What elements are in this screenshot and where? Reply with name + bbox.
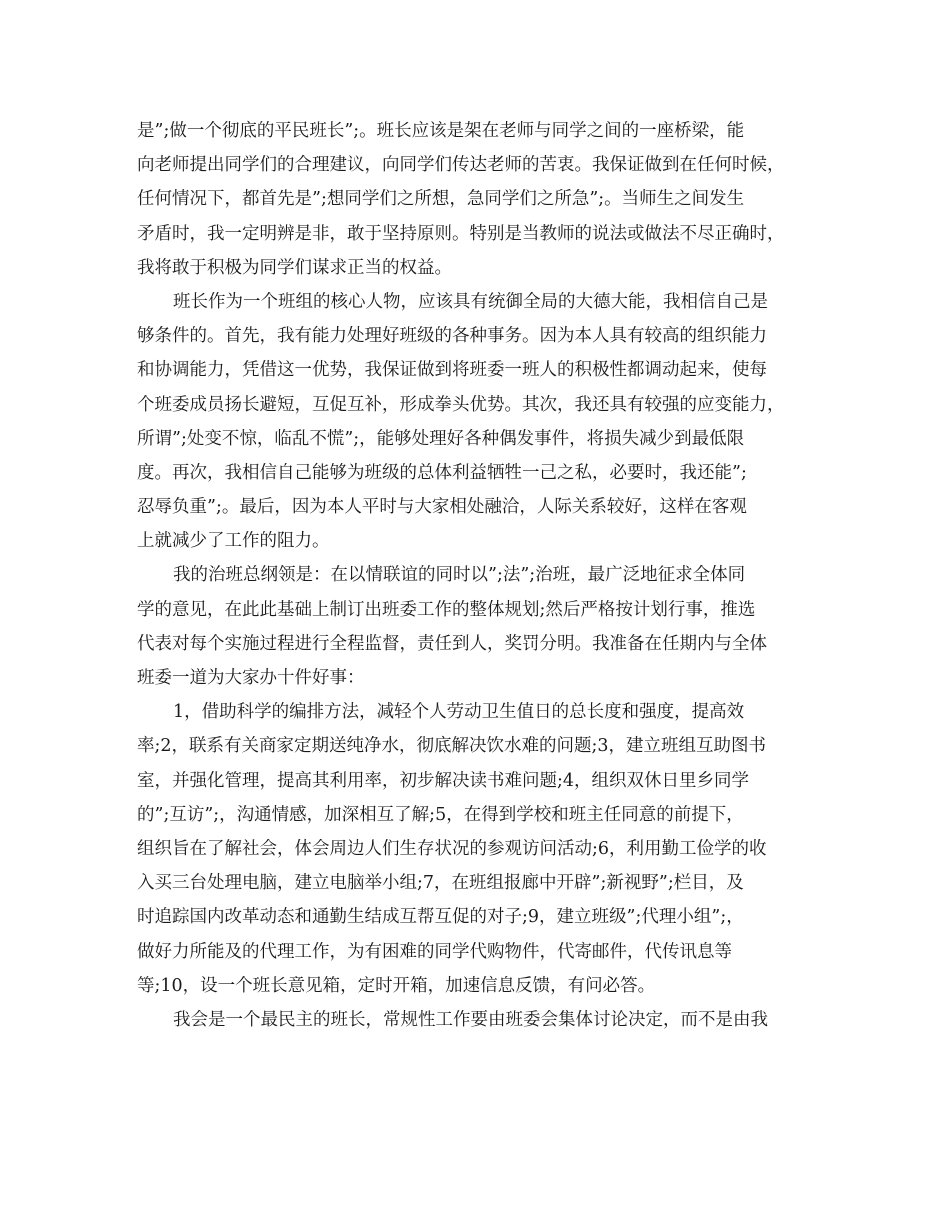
text-line: 时追踪国内改革动态和通勤生结成互帮互促的对子;9，建立班级”;代理小组”;，	[137, 907, 744, 928]
text-line: 够条件的。首先，我有能力处理好班级的各种事务。因为本人具有较高的组织能力	[137, 326, 767, 347]
text-line: 组织旨在了解社会，体会周边人们生存状况的参观访问活动;6，利用勤工俭学的收	[137, 838, 767, 859]
text-line: 班长作为一个班组的核心人物，应该具有统御全局的大德大能，我相信自己是	[173, 291, 768, 312]
text-line: 率;2，联系有关商家定期送纯净水，彻底解决饮水难的问题;3，建立班组互助图书	[137, 736, 767, 757]
document-body	[137, 114, 817, 1037]
text-line: 向老师提出同学们的合理建议，向同学们传达老师的苦衷。我保证做到在任何时候，	[137, 155, 785, 176]
text-line: 入买三台处理电脑，建立电脑举小组;7，在班组报廊中开辟”;新视野”;栏目，及	[137, 873, 744, 894]
text-line: 我的治班总纲领是：在以情联谊的同时以”;法”;治班，最广泛地征求全体同	[173, 565, 746, 586]
text-line: 上就减少了工作的阻力。	[137, 531, 330, 552]
text-line: 室，并强化管理，提高其利用率，初步解决读书难问题;4，组织双休日里乡同学	[137, 770, 750, 791]
text-line: 和协调能力，凭借这一优势，我保证做到将班委一班人的积极性都调动起来，使每	[137, 360, 767, 381]
text-line: 任何情况下，都首先是”;想同学们之所想，急同学们之所急”;。当师生之间发生	[137, 189, 745, 210]
text-line: 等;10，设一个班长意见箱，定时开箱，加速信息反馈，有问必答。	[137, 975, 656, 996]
text-line: 所谓”;处变不惊，临乱不慌”;，能够处理好各种偶发事件，将损失减少到最低限	[137, 428, 745, 449]
text-line: 学的意见，在此此基础上制订出班委工作的整体规划;然后严格按计划行事，推选	[137, 599, 756, 620]
text-line: 个班委成员扬长避短，互促互补，形成拳头优势。其次，我还具有较强的应变能力，	[137, 394, 785, 415]
text-line: 我将敢于积极为同学们谋求正当的权益。	[137, 257, 452, 278]
text-line: 矛盾时，我一定明辨是非，敢于坚持原则。特别是当教师的说法或做法不尽正确时，	[137, 223, 785, 244]
text-line: 是”;做一个彻底的平民班长”;。班长应该是架在老师与同学之间的一座桥梁，能	[137, 121, 745, 141]
text-line: 度。再次，我相信自己能够为班级的总体利益牺牲一己之私，必要时，我还能”;	[137, 462, 747, 483]
text-line: 我会是一个最民主的班长，常规性工作要由班委会集体讨论决定，而不是由我	[173, 1009, 768, 1030]
text-line: 1，借助科学的编排方法，减轻个人劳动卫生值日的总长度和强度，提高效	[173, 702, 745, 723]
text-line: 忍辱负重”;。最后，因为本人平时与大家相处融洽，人际关系较好，这样在客观	[137, 497, 747, 518]
text-line: 做好力所能及的代理工作，为有困难的同学代购物件，代寄邮件，代传讯息等	[137, 941, 732, 962]
text-line: 班委一道为大家办十件好事：	[137, 668, 365, 688]
text-line: 代表对每个实施过程进行全程监督，责任到人，奖罚分明。我准备在任期内与全体	[137, 633, 767, 654]
text-line: 的”;互访”;，沟通情感，加深相互了解;5，在得到学校和班主任同意的前提下，	[137, 804, 744, 825]
